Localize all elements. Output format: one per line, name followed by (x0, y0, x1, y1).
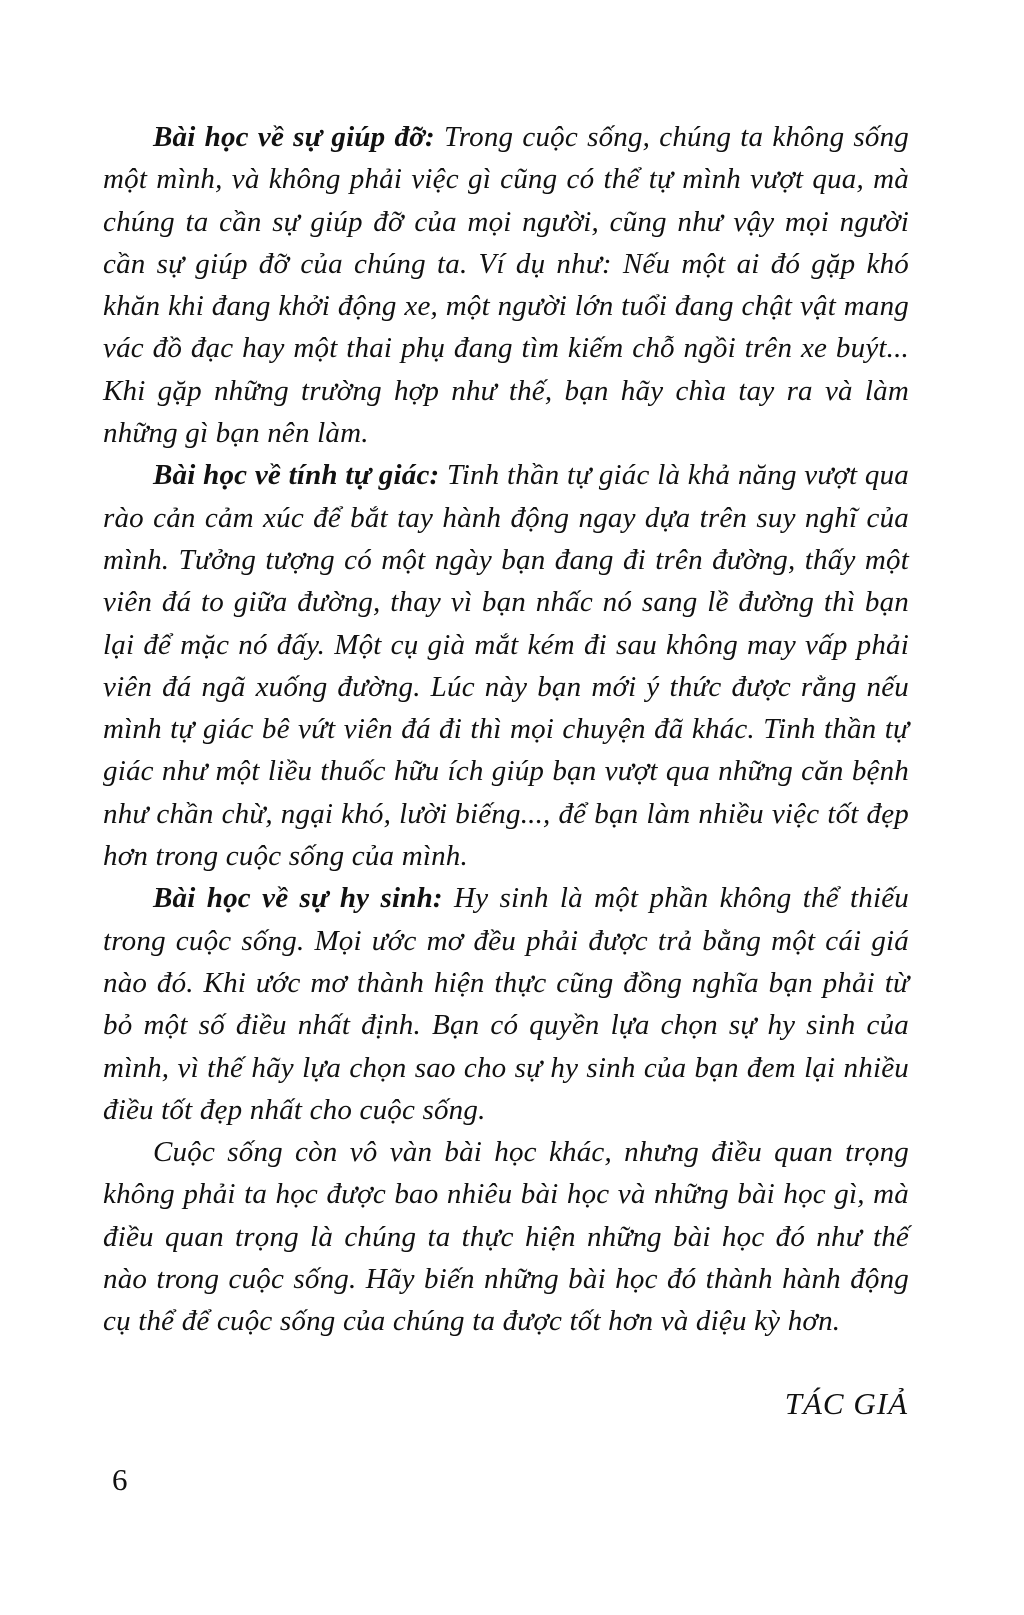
author-signature: TÁC GIẢ (784, 1386, 908, 1421)
page-number: 6 (112, 1462, 128, 1497)
paragraph-lead: Bài học về sự giúp đỡ: (153, 121, 435, 153)
paragraph-body: Hy sinh là một phần không thể thiếu trong cuộc sống. Mọi ước mơ đều phải được trả bằng một cái giá nào đó. Khi ước mơ thành hiện thực cũng đồng nghĩa bạn phải từ bỏ một số điều nhất định. Bạn có quyền lựa chọn sự hy sinh của mình, vì thế hãy lựa chọn sao cho sự hy sinh của bạn đem lại nhiều điều tốt đẹp nhất cho cuộc sống. (103, 882, 909, 1126)
paragraph-sacrifice (103, 877, 909, 1131)
paragraph-conclusion (103, 1131, 909, 1342)
paragraph-body: Tinh thần tự giác là khả năng vượt qua rào cản cảm xúc để bắt tay hành động ngay dựa trên suy nghĩ của mình. Tưởng tượng có một ngày bạn đang đi trên đường, thấy một viên đá to giữa đường, thay vì bạn nhấc nó sang lề đường thì bạn lại để mặc nó đấy. Một cụ già mắt kém đi sau không may vấp phải viên đá ngã xuống đường. Lúc này bạn mới ý thức được rằng nếu mình tự giác bê vứt viên đá đi thì mọi chuyện đã khác. Tinh thần tự giác như một liều thuốc hữu ích giúp bạn vượt qua những căn bệnh như chần chừ, ngại khó, lười biếng..., để bạn làm nhiều việc tốt đẹp hơn trong cuộc sống của mình. (103, 459, 909, 873)
paragraph-lead: Bài học về sự hy sinh: (153, 882, 443, 915)
paragraph-body: Trong cuộc sống, chúng ta không sống một mình, và không phải việc gì cũng có thể tự mình vượt qua, mà chúng ta cần sự giúp đỡ của mọi người, cũng như vậy mọi người cần sự giúp đỡ của chúng ta. Ví dụ như: Nếu một ai đó gặp khó khăn khi đang khởi động xe, một người lớn tuổi đang chật vật mang vác đồ đạc hay một thai phụ đang tìm kiếm chỗ ngồi trên xe buýt... Khi gặp những trường hợp như thế, bạn hãy chìa tay ra và làm những gì bạn nên làm. (103, 121, 909, 450)
paragraph-help (103, 116, 909, 454)
paragraph-body: Cuộc sống còn vô vàn bài học khác, nhưng điều quan trọng không phải ta học được bao nhiêu bài học và những bài học gì, mà điều quan trọng là chúng ta thực hiện những bài học đó như thế nào trong cuộc sống. Hãy biến những bài học đó thành hành động cụ thể để cuộc sống của chúng ta được tốt hơn và diệu kỳ hơn. (103, 1136, 909, 1338)
paragraph-lead: Bài học về tính tự giác: (153, 459, 440, 492)
paragraph-self-discipline (103, 454, 909, 877)
text-block (103, 116, 909, 1343)
